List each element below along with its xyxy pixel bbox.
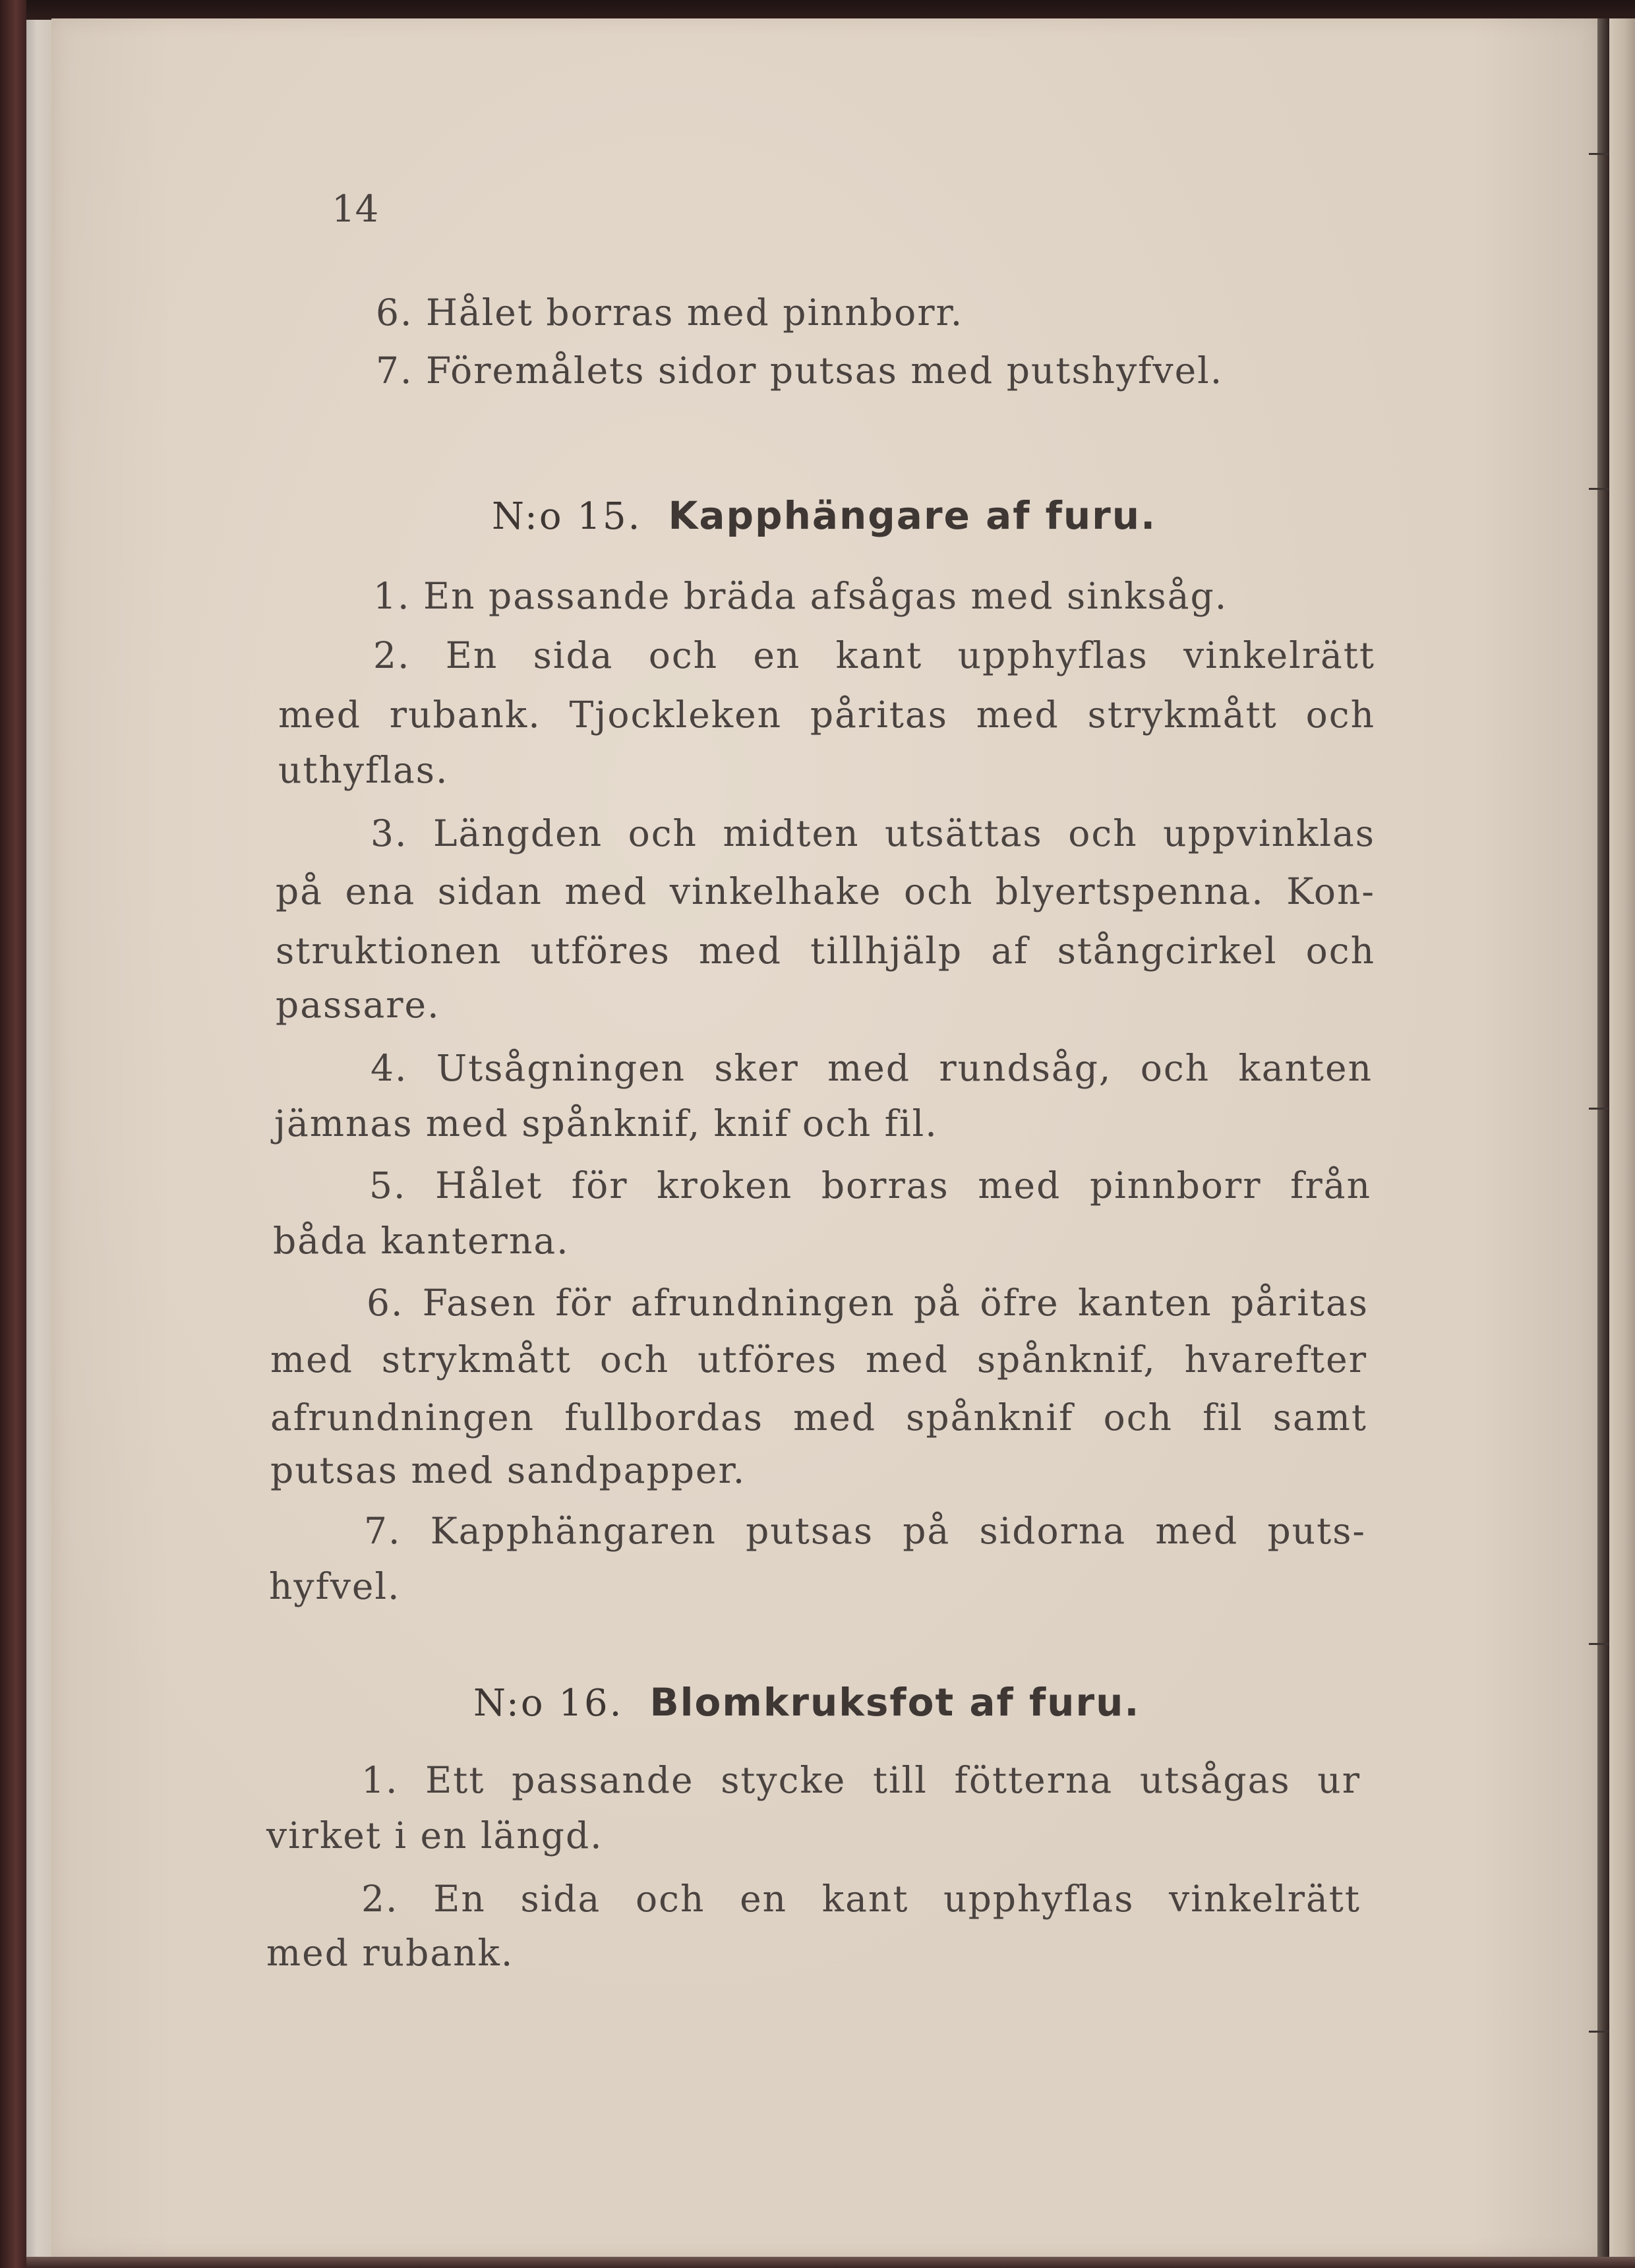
paragraph-line: båda kanterna. — [273, 1220, 570, 1262]
paragraph-line: med strykmått och utföres med spånknif, hvarefter — [270, 1338, 1367, 1381]
book-bottom-edge — [26, 2257, 1635, 2268]
paragraph-line: afrundningen fullbordas med spånknif och fil samt — [270, 1396, 1367, 1439]
page-stack-edge — [26, 20, 53, 2258]
paragraph-line: uthyflas. — [278, 749, 449, 791]
paragraph-line: 1. Ett passande stycke till fötterna utsågas ur — [361, 1759, 1361, 1801]
page-number: 14 — [332, 188, 379, 231]
paragraph-line: 4. Utsågningen sker med rundsåg, och kanten — [371, 1047, 1373, 1089]
paragraph-line: 2. En sida och en kant upphyflas vinkelrätt — [361, 1878, 1361, 1920]
paragraph-line: 3. Längden och midten utsättas och uppvinklas — [371, 812, 1375, 854]
paragraph-line: med rubank. Tjockleken påritas med strykmått och — [278, 694, 1375, 736]
edge-mark — [1589, 1643, 1609, 1645]
paragraph-line: 1. En passande bräda afsågas med sinksåg. — [373, 575, 1228, 617]
paragraph-line: putsas med sandpapper. — [270, 1449, 746, 1491]
section-title: Kapphängare af furu. — [668, 493, 1157, 538]
paragraph-line: 6. Fasen för afrundningen på öfre kanten påritas — [367, 1282, 1369, 1324]
paragraph-line: 2. En sida och en kant upphyflas vinkelrätt — [373, 634, 1375, 676]
section-title: Blomkruksfot af furu. — [649, 1680, 1141, 1725]
edge-mark — [1589, 1108, 1609, 1110]
paragraph-line: på ena sidan med vinkelhake och blyertspenna. Kon- — [276, 870, 1375, 912]
edge-mark — [1589, 2031, 1609, 2033]
paragraph-line: struktionen utföres med tillhjälp af stångcirkel och — [276, 930, 1375, 972]
paragraph-line: passare. — [276, 984, 440, 1026]
edge-mark — [1589, 153, 1609, 155]
paragraph-line: jämnas med spånknif, knif och fil. — [274, 1102, 938, 1145]
list-item: 6. Hålet borras med pinnborr. — [376, 291, 964, 334]
paragraph-line: hyfvel. — [269, 1565, 401, 1607]
page-gutter — [1597, 18, 1609, 2257]
list-item: 7. Föremålets sidor putsas med putshyfvel. — [376, 349, 1224, 392]
book-top-edge — [0, 0, 1635, 20]
section-number: N:o 16. — [473, 1682, 624, 1725]
edge-mark — [1589, 488, 1609, 490]
paragraph-line: virket i en längd. — [266, 1814, 603, 1857]
section-heading — [492, 493, 1156, 538]
paragraph-line: 7. Kapphängaren putsas på sidorna med puts- — [364, 1510, 1366, 1552]
section-heading — [473, 1680, 1140, 1725]
paragraph-line: 5. Hålet för kroken borras med pinnborr från — [369, 1164, 1371, 1207]
book-cover-left-edge — [0, 0, 26, 2268]
next-page-edge — [1609, 18, 1635, 2257]
paragraph-line: med rubank. — [266, 1932, 514, 1974]
section-number: N:o 15. — [492, 495, 642, 538]
